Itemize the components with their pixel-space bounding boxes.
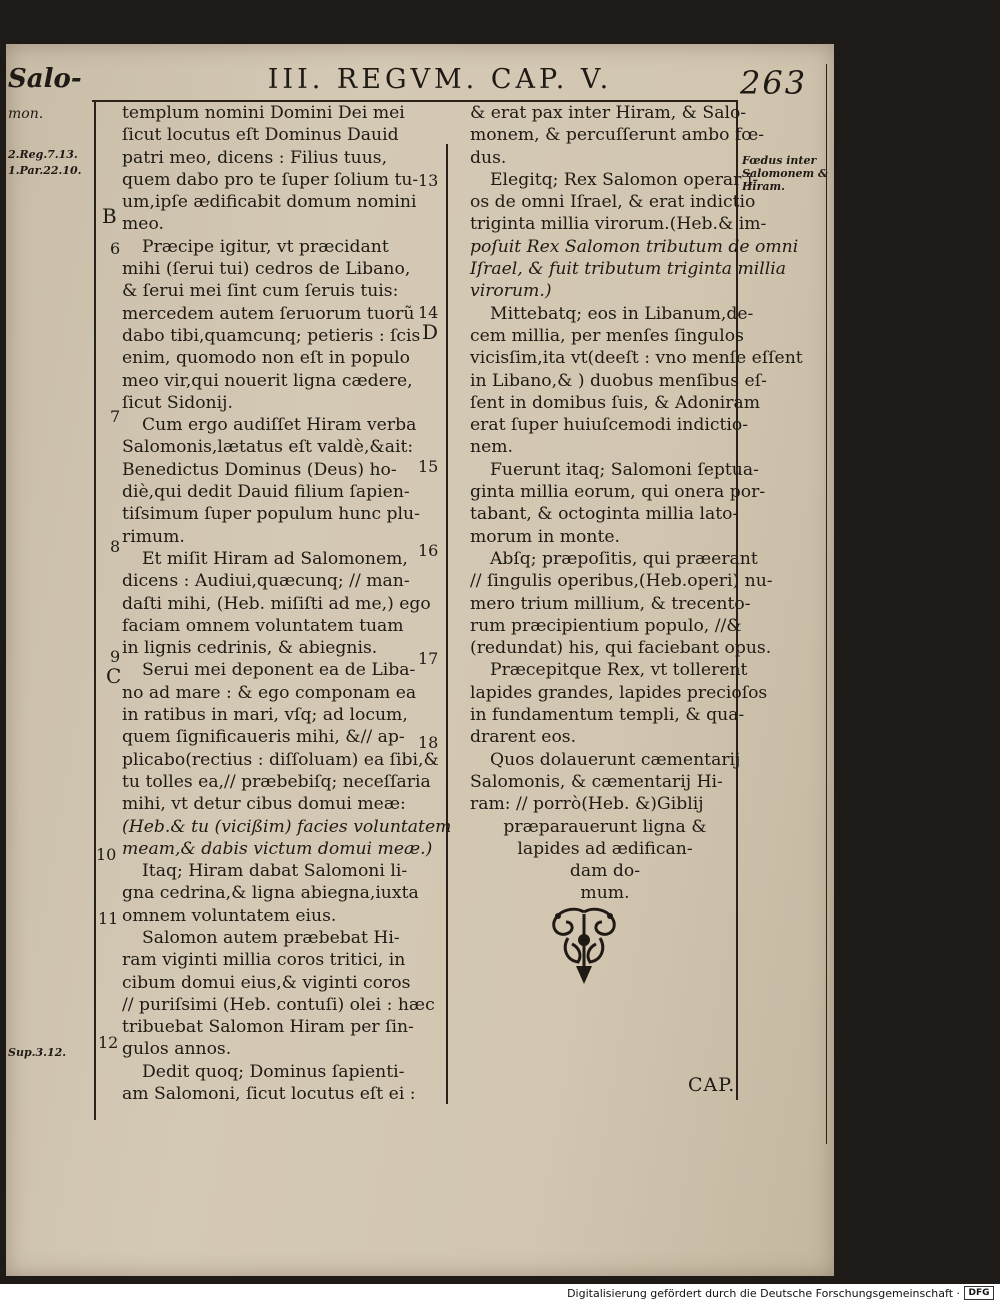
text-line: vicisſim,ita vt(deeſt : vno menſe eſſent xyxy=(470,348,803,369)
text-line: Elegitq; Rex Salomon operar i- xyxy=(490,169,759,190)
section-letter: D xyxy=(422,320,439,344)
section-letter: C xyxy=(106,664,122,688)
text-line: am Salomoni, ſicut locutus eſt ei : xyxy=(122,1084,416,1105)
text-line: in fundamentum templi, & qua- xyxy=(470,705,745,726)
text-line: daſti mihi, (Heb. miſiſti ad me,) ego xyxy=(122,593,431,614)
text-line: meo vir,qui nouerit ligna cædere, xyxy=(122,370,413,391)
text-line: in lignis cedrinis, & abiegnis. xyxy=(122,638,378,659)
margin-reference: 1.Par.22.10. xyxy=(8,164,82,177)
text-line: in ratibus in mari, vſq; ad locum, xyxy=(122,705,408,726)
text-line: // ſingulis operibus,(Heb.operi) nu- xyxy=(470,571,773,592)
text-line: // puriſsimi (Heb. contuſi) olei : hæc xyxy=(122,994,435,1015)
text-line: lapides grandes, lapides precioſos xyxy=(470,682,768,703)
section-letter: B xyxy=(102,204,117,228)
footer-credit: Digitalisierung gefördert durch die Deutsche Forschungsgemeinschaft · xyxy=(567,1287,960,1300)
text-line: dabo tibi,quamcunq; petieris : ſcis xyxy=(122,325,421,346)
verse-number: 16 xyxy=(418,541,439,560)
text-line: in Libano,& ) duobus menſibus eſ- xyxy=(470,370,767,391)
text-line: no ad mare : & ego componam ea xyxy=(122,682,417,703)
text-line: tu tolles ea,// præbebiſq; neceſſaria xyxy=(122,771,431,792)
text-line: dicens : Audiui,quæcunq; // man- xyxy=(122,571,410,592)
text-line: (redundat) his, qui faciebant opus. xyxy=(470,638,772,659)
page-number: 263 xyxy=(740,64,808,102)
text-line: dus. xyxy=(470,147,507,168)
text-line: quem dabo pro te ſuper ſolium tu- xyxy=(122,169,419,190)
text-line: gulos annos. xyxy=(122,1039,232,1060)
text-line: cibum domui eius,& viginti coros xyxy=(122,972,411,993)
text-line: triginta millia virorum.(Heb.& im- xyxy=(470,214,767,235)
text-line: mihi (ſerui tui) cedros de Libano, xyxy=(122,259,411,280)
text-line: Mittebatq; eos in Libanum,de- xyxy=(490,303,754,324)
text-line: meam,& dabis victum domui meæ.) xyxy=(122,838,433,859)
verse-number: 13 xyxy=(418,171,439,190)
verse-number: 11 xyxy=(98,909,119,928)
running-head-left: Salo- xyxy=(8,64,82,94)
text-line: Dedit quoq; Dominus ſapienti- xyxy=(142,1061,405,1082)
text-line: um,ipſe ædificabit domum nomini xyxy=(122,192,417,213)
book-page xyxy=(6,44,834,1276)
text-line: diè,qui dedit Dauid filium ſapien- xyxy=(122,482,410,503)
verse-number: 8 xyxy=(110,537,121,556)
text-line: Salomonis,lætatus eſt valdè,&ait: xyxy=(122,437,414,458)
text-line: mercedem autem ſeruorum tuorũ xyxy=(122,303,415,324)
text-line: faciam omnem voluntatem tuam xyxy=(122,615,404,636)
verse-number: 17 xyxy=(418,649,439,668)
text-line: monem, & percuſſerunt ambo fœ- xyxy=(470,125,765,146)
text-line: drarent eos. xyxy=(470,727,577,748)
text-line: templum nomini Domini Dei mei xyxy=(122,103,405,123)
text-line: Fuerunt itaq; Salomoni ſeptua- xyxy=(490,459,759,480)
verse-number: 6 xyxy=(110,239,121,258)
text-line: Et miſit Hiram ad Salomonem, xyxy=(142,548,408,569)
text-line: Cum ergo audiſſet Hiram verba xyxy=(142,415,417,436)
outer-edge-rule xyxy=(826,64,827,1144)
text-line: meo. xyxy=(122,214,164,235)
running-head-left-continuation: mon. xyxy=(8,106,44,122)
text-line: tabant, & octoginta millia lato- xyxy=(470,504,739,525)
text-line: præparauerunt ligna & xyxy=(503,816,707,837)
text-line: enim, quomodo non eſt in populo xyxy=(122,348,410,369)
left-margin-rule xyxy=(94,100,96,1120)
text-line: & erat pax inter Hiram, & Salo- xyxy=(470,103,747,123)
text-line: cem millia, per menſes ſingulos xyxy=(470,325,744,346)
text-line: tribuebat Salomon Hiram per ſin- xyxy=(122,1017,414,1038)
text-line: ram: // porrò(Heb. &)Giblij xyxy=(470,794,704,815)
digitization-footer xyxy=(0,1284,1000,1304)
text-line: Præcepitque Rex, vt tollerent xyxy=(490,660,748,681)
verse-number: 14 xyxy=(418,303,439,322)
verse-number: 15 xyxy=(418,457,439,476)
text-line: Benedictus Dominus (Deus) ho- xyxy=(122,459,397,480)
text-line: omnem voluntatem eius. xyxy=(122,905,337,926)
text-line: mero trium millium, & trecento- xyxy=(470,593,751,614)
text-line: patri meo, dicens : Filius tuus, xyxy=(122,147,388,168)
text-column-right xyxy=(470,102,803,905)
text-line: virorum.) xyxy=(470,281,552,302)
text-line: morum in monte. xyxy=(470,526,620,547)
text-line: erat ſuper huiuſcemodi indictio- xyxy=(470,415,749,436)
text-column-left xyxy=(122,102,451,1105)
text-line: ſicut locutus eſt Dominus Dauid xyxy=(122,125,399,146)
text-line: mum. xyxy=(580,883,630,904)
text-line: lapides ad ædifican- xyxy=(517,838,693,859)
dfg-logo-icon: DFG xyxy=(964,1286,994,1300)
text-line: poſuit Rex Salomon tributum de omni xyxy=(470,236,799,257)
text-line: Præcipe igitur, vt præcidant xyxy=(142,236,389,257)
text-line: Serui mei deponent ea de Liba- xyxy=(142,660,416,681)
text-line: Iſrael, & fuit tributum triginta millia xyxy=(470,259,787,280)
text-line: mihi, vt detur cibus domui meæ: xyxy=(122,794,406,815)
verse-number: 12 xyxy=(98,1033,119,1052)
text-line: Salomon autem præbebat Hi- xyxy=(142,927,400,948)
verse-number: 18 xyxy=(418,733,439,752)
verse-number: 7 xyxy=(110,407,121,426)
margin-note-right: Fœdus inter Salomonem & Hiram. xyxy=(742,154,828,193)
text-line: quem ſignificaueris mihi, &// ap- xyxy=(122,727,405,748)
text-line: (Heb.& tu (vicißim) facies voluntatem xyxy=(122,816,452,837)
verse-number: 9 xyxy=(110,647,121,666)
catchword: CAP. xyxy=(688,1074,736,1096)
text-line: os de omni Iſrael, & erat indictio xyxy=(470,192,756,213)
text-line: ginta millia eorum, qui onera por- xyxy=(470,482,766,503)
margin-reference: 2.Reg.7.13. xyxy=(8,148,78,161)
text-line: ſicut Sidonij. xyxy=(122,392,233,413)
text-line: Itaq; Hiram dabat Salomoni li- xyxy=(142,861,408,882)
text-line: Abſq; præpoſitis, qui præerant xyxy=(490,548,758,569)
text-line: tiſsimum ſuper populum hunc plu- xyxy=(122,504,420,525)
text-line: rum præcipientium populo, //& xyxy=(470,615,742,636)
printer-ornament-icon xyxy=(544,904,624,986)
text-line: plicabo(rectius : diſſoluam) ea ſibi,& xyxy=(122,749,439,770)
text-line: ram viginti millia coros tritici, in xyxy=(122,950,406,971)
text-line: & ſerui mei ſint cum ſeruis tuis: xyxy=(122,281,399,302)
verse-number: 10 xyxy=(96,845,117,864)
text-line: ſent in domibus ſuis, & Adoniram xyxy=(470,392,761,413)
text-line: Quos dolauerunt cæmentarij xyxy=(490,749,741,770)
text-line: gna cedrina,& ligna abiegna,iuxta xyxy=(122,883,419,904)
running-head-title: III. REGVM. CAP. V. xyxy=(267,64,613,95)
text-line: Salomonis, & cæmentarij Hi- xyxy=(470,771,723,792)
text-line: rimum. xyxy=(122,526,185,547)
text-line: dam do- xyxy=(569,861,641,882)
text-line: nem. xyxy=(470,437,514,458)
margin-reference: Sup.3.12. xyxy=(8,1046,67,1059)
